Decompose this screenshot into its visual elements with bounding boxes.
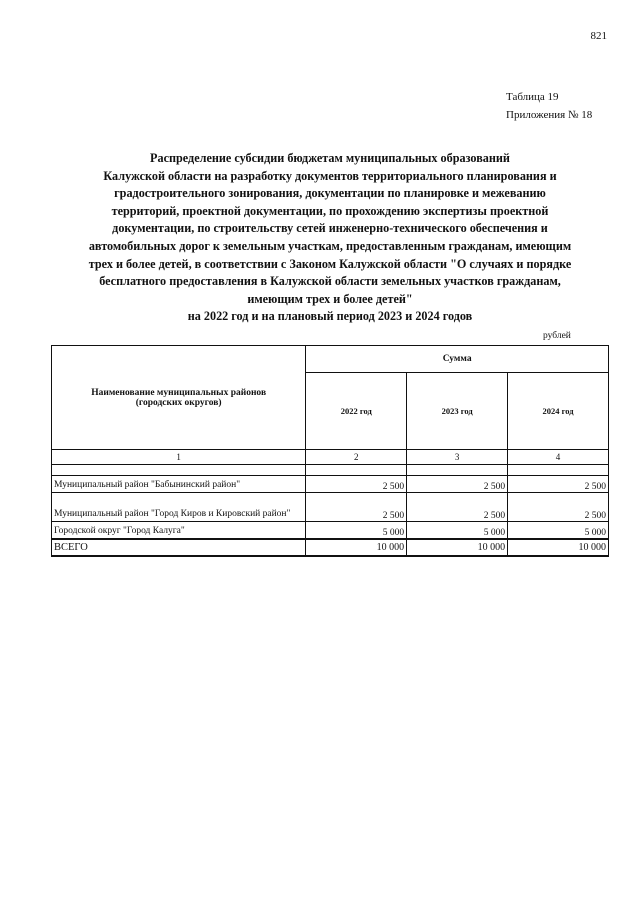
- units-label: рублей: [543, 331, 571, 341]
- title-line: Калужской области на разработку документов территориального планирования и: [103, 168, 557, 183]
- total-label: ВСЕГО: [52, 539, 306, 556]
- name-header-line: (городских округов): [135, 397, 222, 408]
- table-label: Таблица 19: [506, 91, 559, 103]
- column-number-row: [52, 450, 609, 465]
- amount-2022: 2 500: [306, 493, 407, 522]
- total-2023: 10 000: [407, 539, 508, 556]
- year-header-2022: 2022 год: [306, 373, 407, 450]
- total-2022: 10 000: [306, 539, 407, 556]
- title-line: Распределение субсидии бюджетам муниципальных образований: [150, 151, 510, 165]
- municipality-name: Муниципальный район "Город Киров и Кировский район": [52, 493, 306, 522]
- municipality-name: Муниципальный район "Бабынинский район": [52, 476, 306, 493]
- name-header-line: Наименование муниципальных районов: [91, 387, 267, 398]
- title-line: имеющим трех и более детей": [247, 291, 413, 306]
- name-column-header: [52, 346, 306, 450]
- title-line: бесплатного предоставления в Калужской области земельных участков гражданам,: [99, 274, 561, 289]
- title-line: автомобильных дорог к земельным участкам, предоставленным гражданам, имеющим: [88, 238, 572, 253]
- year-header-2023: 2023 год: [407, 373, 508, 450]
- title-line: градостроительного зонирования, документации по планировке и межеванию: [114, 186, 546, 201]
- amount-2024: 2 500: [508, 493, 609, 522]
- table-row: [52, 522, 609, 540]
- amount-2023: 5 000: [407, 522, 508, 540]
- year-header-2024: 2024 год: [508, 373, 609, 450]
- document-title: [50, 150, 610, 326]
- municipality-name: Городской округ "Город Калуга": [52, 522, 306, 540]
- page-number: 821: [590, 30, 607, 42]
- table-header-row: [52, 346, 609, 373]
- amount-2022: 5 000: [306, 522, 407, 540]
- total-row: [52, 539, 609, 556]
- sum-column-header: Сумма: [306, 346, 609, 373]
- amount-2022: 2 500: [306, 476, 407, 493]
- column-number: 1: [52, 450, 306, 465]
- total-2024: 10 000: [508, 539, 609, 556]
- column-number: 4: [508, 450, 609, 465]
- column-number: 2: [306, 450, 407, 465]
- table-row: [52, 493, 609, 522]
- spacer-row: [52, 465, 609, 476]
- column-number: 3: [407, 450, 508, 465]
- amount-2023: 2 500: [407, 493, 508, 522]
- subsidy-table: [51, 345, 609, 557]
- title-line: документации, по строительству сетей инженерно-технического обеспечения и: [112, 221, 548, 236]
- title-line: трех и более детей, в соответствии с Законом Калужской области "О случаях и порядке: [88, 256, 572, 271]
- appendix-label: Приложения № 18: [506, 109, 593, 121]
- title-line: на 2022 год и на плановый период 2023 и 2024 годов: [187, 309, 473, 324]
- amount-2024: 2 500: [508, 476, 609, 493]
- amount-2024: 5 000: [508, 522, 609, 540]
- table-row: [52, 476, 609, 493]
- appendix-reference: [506, 88, 592, 124]
- title-line: территорий, проектной документации, по прохождению экспертизы проектной: [111, 203, 549, 218]
- amount-2023: 2 500: [407, 476, 508, 493]
